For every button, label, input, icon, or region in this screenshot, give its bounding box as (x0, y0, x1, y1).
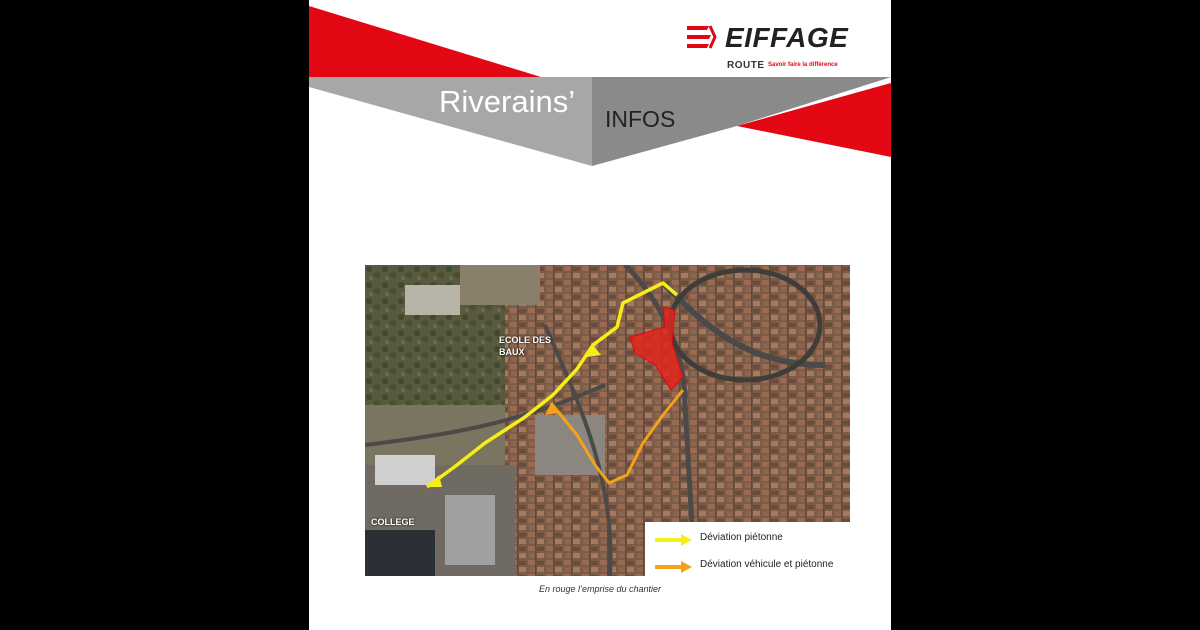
legend-label-pedestrian: Déviation piétonne (700, 532, 783, 543)
page-subtitle: INFOS (605, 106, 676, 132)
eiffage-stripes-icon (685, 24, 717, 52)
brand-name: EIFFAGE (725, 22, 849, 53)
map-caption: En rouge l’emprise du chantier (538, 584, 662, 594)
orange-arrow-icon (653, 560, 693, 574)
map-legend (645, 522, 851, 577)
brand-tagline: Savoir faire la différence (768, 62, 838, 68)
yellow-arrow-icon (653, 533, 693, 547)
legend-item-pedestrian (653, 531, 849, 549)
school-label-line1: ECOLE DES (499, 335, 552, 345)
eiffage-logo (685, 22, 885, 74)
info-sheet-page (309, 0, 891, 630)
red-triangle-top (309, 6, 541, 77)
school-label-line2: BAUX (499, 347, 525, 357)
legend-label-vehicle: Déviation véhicule et piétonne (700, 559, 834, 570)
brand-division: ROUTE (727, 60, 765, 71)
page-title: Riverains’ (439, 84, 576, 119)
legend-item-vehicle (653, 558, 849, 576)
college-label: COLLEGE (371, 517, 415, 527)
